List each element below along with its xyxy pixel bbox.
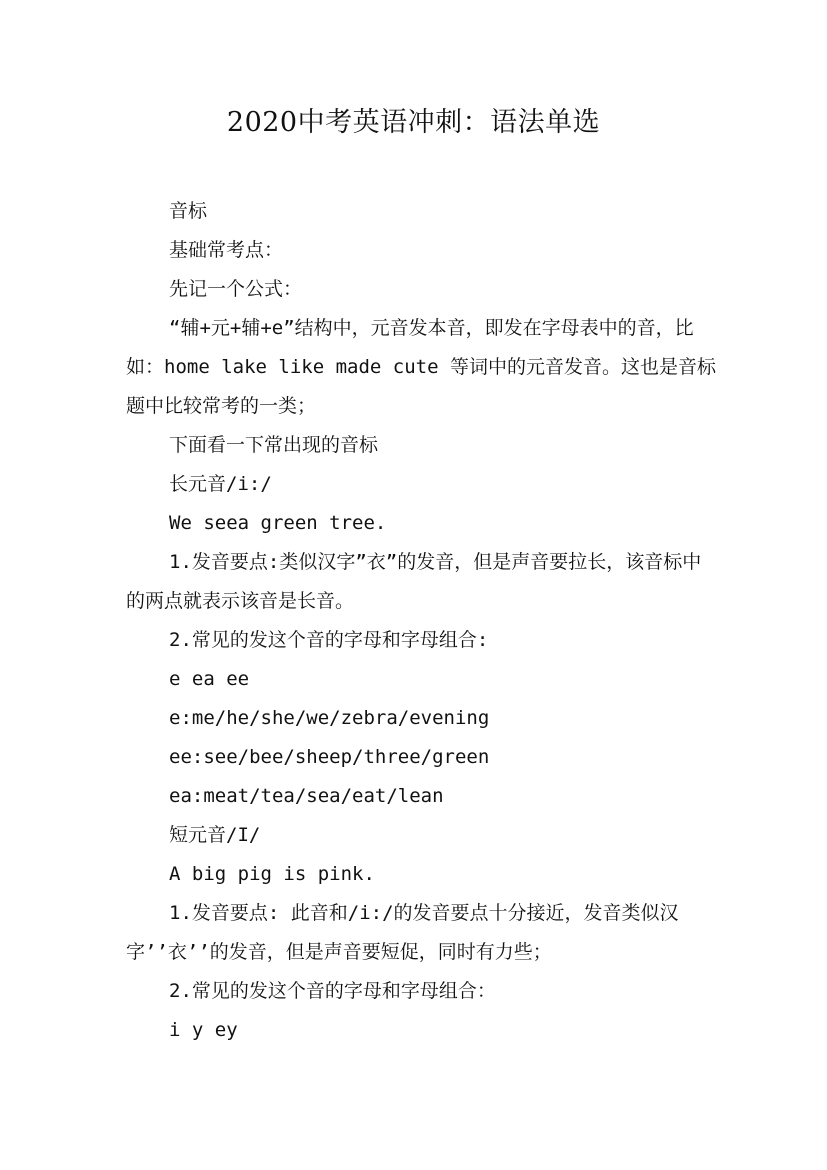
paragraph: “辅+元+辅+e”结构中，元音发本音，即发在字母表中的音，比如：home lake like made cute 等词中的元音发音。这也是音标题中比较常考的一类； (126, 317, 716, 417)
document-body (126, 192, 716, 1050)
paragraph: 1.发音要点: 此音和/i:/的发音要点十分接近，发音类似汉字’’衣’’的发音，但是声音要短促，同时有力些； (126, 902, 679, 963)
paragraph: 基础常考点： (169, 239, 284, 261)
paragraph: 下面看一下常出现的音标 (169, 434, 379, 456)
document-title: 2020中考英语冲刺：语法单选 (226, 107, 601, 138)
paragraph: 1.发音要点:类似汉字”衣”的发音，但是声音要拉长，该音标中的两点就表示该音是长音。 (126, 551, 702, 612)
paragraph: 短元音/I/ (169, 824, 261, 846)
paragraph: We seea green tree. (169, 512, 387, 534)
paragraph: 音标 (169, 200, 208, 222)
paragraph: 长元音/i:/ (169, 473, 272, 495)
paragraph: e ea ee (169, 668, 250, 690)
paragraph: i y ey (169, 1019, 238, 1041)
paragraph: A big pig is pink. (169, 863, 375, 885)
paragraph: 先记一个公式： (169, 278, 303, 300)
paragraph: 2.常见的发这个音的字母和字母组合: (169, 629, 489, 651)
paragraph: 2.常见的发这个音的字母和字母组合： (169, 980, 496, 1002)
paragraph: ea:meat/tea/sea/eat/lean (169, 785, 444, 807)
paragraph: e:me/he/she/we/zebra/evening (169, 707, 490, 729)
paragraph: ee:see/bee/sheep/three/green (169, 746, 490, 768)
